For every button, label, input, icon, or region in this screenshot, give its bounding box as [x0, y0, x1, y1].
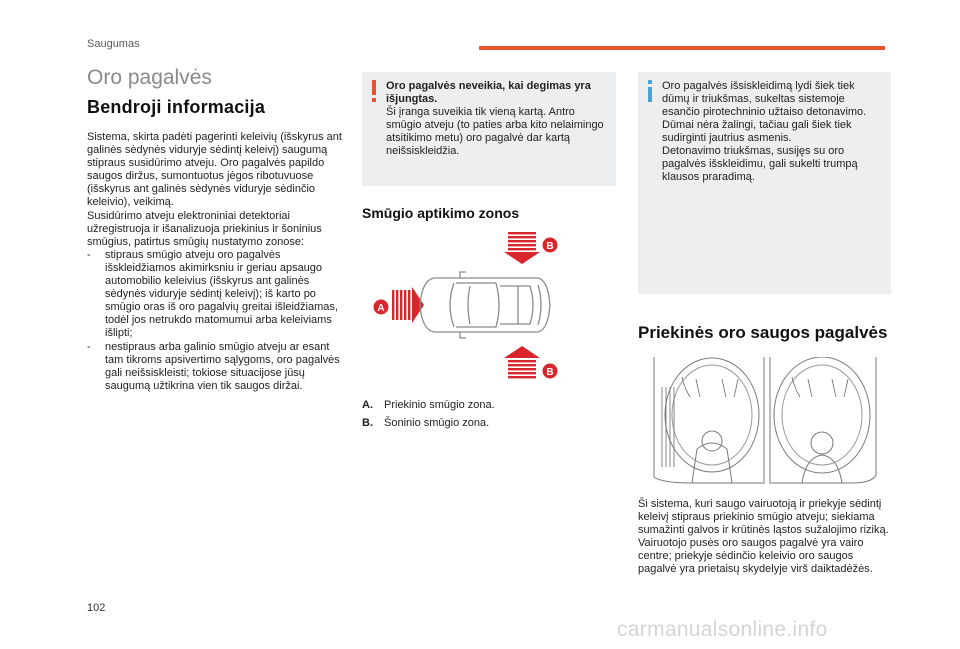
header-accent-bar [479, 46, 885, 50]
list-dash: - [87, 248, 91, 261]
side-impact-arrows-bottom [504, 346, 540, 378]
warning-title: Oro pagalvės neveikia, kai degimas yra išjungtas. [386, 80, 591, 105]
badge-a-label: A [377, 302, 385, 314]
info-paragraph-1: Oro pagalvės išsiskleidimą lydi šiek tiek dūmų ir triukšmas, sukeltas sistemoje esančio pirotechninio užtaiso detonavimo. Dūmai nėra žalingi, tačiau gali šiek tiek sudirginti jautrius asmenis. [662, 80, 867, 144]
legend-key: A. [362, 399, 373, 411]
front-airbags-paragraph-1: Ši sistema, kuri saugo vairuotoją ir priekyje sėdintį keleivį stipraus priekinio smūgio atveju; siekiama sumažinti galvos ir krūtinės ląstos sužalojimo riziką. [638, 498, 889, 537]
intro-paragraph-1: Sistema, skirta padėti pagerinti keleivių (išskyrus ant galinės sėdynės viduryje sėdintį keleivį) saugumą stipraus susidūrimo atveju. Oro pagalvės papildo saugos diržus, sumontuotus jėgos ribotuvuose (išskyrus ant galinės sėdynės viduryje sėdinčio keleivio), veikimą. [87, 131, 342, 209]
list-dash: - [87, 340, 91, 353]
legend-label: Šoninio smūgio zona. [384, 417, 490, 429]
car-outline [420, 272, 550, 338]
warning-text: Ši įranga suveikia tik vieną kartą. Antro smūgio atveju (to paties arba kito nelaimingo atsitikimo metu) oro pagalvė dar kartą neišsiskleidžia. [386, 106, 604, 157]
front-airbags-text [638, 498, 892, 577]
section-subtitle: Bendroji informacija [87, 97, 266, 117]
intro-paragraph-2: Susidūrimo atveju elektroniniai detektoriai užregistruoja ir išanalizuoja priekinius ir šoninius smūgius, patirtus smūgių nustatymo zonose: [87, 209, 322, 248]
front-airbags-illustration [652, 357, 878, 485]
page-number: 102 [87, 602, 106, 614]
zones-heading: Smūgio aptikimo zonos [362, 205, 520, 221]
watermark: carmanualsonline.info [617, 618, 828, 641]
info-paragraph-2: Detonavimo triukšmas, susijęs su oro pagalvės išskleidimu, gali sukelti trumpą klausos praradimą. [662, 145, 858, 183]
impact-zones-diagram [370, 230, 565, 382]
legend-key: B. [362, 417, 373, 429]
section-header: Saugumas [87, 38, 140, 50]
info-box [638, 72, 891, 294]
front-airbags-heading: Priekinės oro saugos pagalvės [638, 323, 888, 342]
badge-b-bottom-label: B [546, 366, 554, 378]
warning-box [362, 72, 616, 186]
legend-label: Priekinio smūgio zona. [384, 399, 495, 411]
intro-text [87, 131, 342, 393]
legend-item-b [362, 414, 495, 432]
legend-item-a [362, 396, 495, 414]
info-icon [646, 80, 654, 102]
badge-b-top-label: B [546, 240, 554, 252]
front-impact-arrows [392, 287, 424, 323]
list-item: - stipraus smūgio atveju oro pagalvės išskleidžiamos akimirksniu ir geriau apsaugo automobilio keleivius (išskyrus ant galinės sėdynės viduryje sėdintį keleivį); iš karto po smūgio oras iš oro pagalvių greitai išleidžiamas, todėl jos netrukdo matomumui arba keleiviams išlipti; [87, 248, 338, 340]
front-airbags-paragraph-2: Vairuotojo pusės oro saugos pagalvė yra vairo centre; priekyje sėdinčio keleivio oro saugos pagalvė yra prietaisų skydelyje virš daiktadėžės. [638, 537, 873, 576]
intro-list [87, 249, 342, 393]
side-impact-arrows-top [504, 232, 540, 264]
zones-legend [362, 396, 495, 432]
page-title: Oro pagalvės [87, 66, 212, 89]
exclamation-icon [370, 80, 378, 102]
list-item: - nestipraus arba galinio smūgio atveju ar esant tam tikroms apsivertimo sąlygoms, oro pagalvės gali neišsiskleisti; tokiose situacijose jūsų saugumą užtikrina vien tik saugos diržai. [87, 340, 340, 392]
